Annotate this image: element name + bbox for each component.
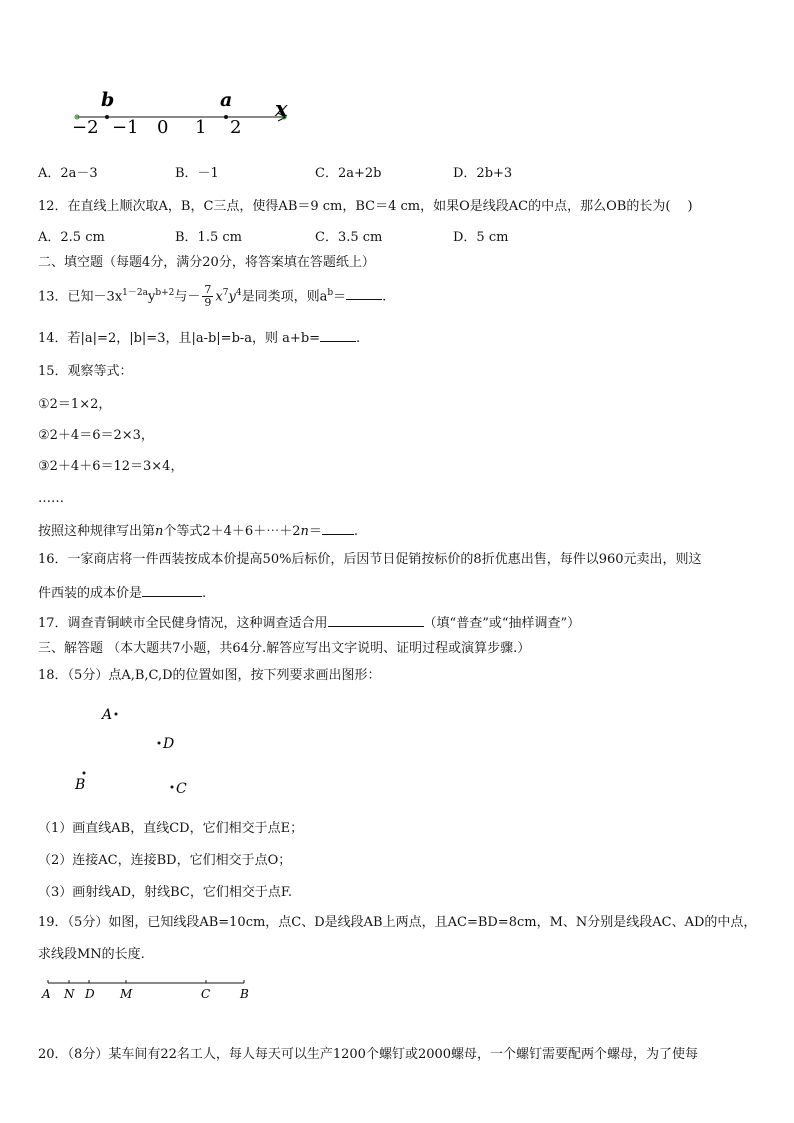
q13-frac-den: 9	[204, 296, 212, 310]
q13-x: x	[215, 289, 223, 305]
q13-answer-blank[interactable]	[346, 286, 382, 300]
q19-segment-figure	[40, 975, 260, 1003]
q13-fraction	[202, 284, 213, 309]
q17-answer-blank[interactable]	[328, 613, 424, 627]
tick-label: 2	[230, 117, 242, 136]
q13-tail2: ＝	[333, 289, 347, 305]
q11-option-d: D．2b+3	[453, 166, 513, 181]
q20-text: 20．（8分）某车间有22名工人，每人每天可以生产1200个螺钉或2000螺母，一个螺钉需要配两个螺母，为了使每	[38, 1047, 699, 1062]
q18-title: 18．（5分）点A,B,C,D的位置如图，按下列要求画出图形：	[38, 668, 381, 683]
q13-text: 13．已知$-3x^{1-2a}y^{b+2}$与－ $\frac{7}{9}$ $x^7y^4$是同类项，则$a^b=$ .	[38, 283, 387, 310]
q14-body: 14．若|a|=2，|b|=3，且|a-b|=b-a，则 a+b=	[38, 331, 321, 346]
q16-answer-blank[interactable]	[142, 583, 202, 597]
section3-heading: 三、解答题 （本大题共7小题，共64分.解答应写出文字说明、证明过程或演算步骤.）	[38, 641, 531, 656]
label-c: C	[201, 987, 211, 1001]
tick-label: −1	[112, 117, 139, 136]
q18-step1: （1）画直线AB，直线CD，它们相交于点E；	[38, 821, 304, 836]
point-a-label: A	[102, 707, 113, 723]
point-a-dot	[115, 713, 118, 716]
q16-end: .	[202, 586, 207, 601]
point-c-label: C	[176, 781, 187, 797]
q15-dots: ……	[38, 491, 64, 506]
q15-question	[38, 521, 358, 541]
label-n: N	[64, 987, 75, 1001]
point-b-label: B	[75, 777, 86, 793]
q12-option-d: D．5 cm	[453, 230, 509, 245]
tick-label: −2	[72, 117, 99, 136]
tick-label: 1	[195, 117, 207, 136]
q11-option-b: B．－1	[175, 166, 219, 181]
q13-exp1: 1－2a	[122, 288, 148, 298]
q17-tail: （填“普查”或“抽样调查”）	[423, 616, 581, 631]
q13-y-exp: 4	[235, 288, 242, 298]
label-m: M	[120, 987, 133, 1001]
q12-text: 12．在直线上顺次取A，B，C三点，使得AB＝9 cm，BC＝4 cm，如果O是线段AC的中点，那么OB的长为( )	[38, 199, 693, 214]
tick-label: 0	[157, 117, 169, 136]
section2-heading: 二、填空题（每题4分，满分20分，将答案填在答题纸上）	[38, 255, 375, 270]
q19-line2: 求线段MN的长度.	[38, 947, 145, 962]
q13-frac-num: 7	[204, 283, 212, 297]
q15-title: 15．观察等式：	[38, 364, 133, 379]
label-b: B	[240, 987, 249, 1001]
q13-mid: y	[147, 289, 156, 305]
q12-option-c: C．3.5 cm	[315, 230, 383, 245]
q12-option-a: A．2.5 cm	[38, 230, 105, 245]
q13-lead: 13．已知－3x	[38, 289, 123, 305]
label-a: a	[220, 89, 233, 111]
q13-with: 与－	[174, 289, 201, 305]
q15-eq1: ①2＝1×2，	[38, 397, 112, 412]
q16-line2	[38, 583, 206, 603]
q11-option-c: C．2a+2b	[315, 166, 382, 181]
number-line-figure	[68, 86, 298, 136]
q15-ask-a: 按照这种规律写出第	[38, 524, 156, 539]
point-d-label: D	[163, 736, 175, 752]
point-c-dot	[171, 786, 174, 789]
q12-option-b: B．1.5 cm	[175, 230, 242, 245]
q15-n2: n	[300, 524, 309, 539]
label-d: D	[85, 987, 95, 1001]
q15-ask-end: .	[353, 524, 359, 539]
q14-text	[38, 328, 360, 348]
q16-line2-text: 件西装的成本价是	[38, 586, 143, 601]
point-a-dot	[224, 115, 228, 119]
q13-tail-exp: b	[327, 288, 334, 298]
q13-y: y	[228, 289, 236, 305]
q13-tail: 是同类项，则a	[241, 289, 328, 305]
q11-option-a: A．2a－3	[38, 166, 98, 181]
q17-text	[38, 613, 580, 633]
q15-answer-blank[interactable]	[322, 521, 354, 535]
q15-eq2: ②2＋4＝6＝2×3，	[38, 428, 154, 443]
q15-ask-b: 个等式2＋4＋6＋⋯＋2	[163, 524, 301, 539]
q19-line1: 19．（5分）如图，已知线段AB=10cm，点C、D是线段AB上两点，且AC=BD=8cm，M、N分别是线段AC、AD的中点，	[38, 915, 757, 930]
q18-step2: （2）连接AC，连接BD，它们相交于点O；	[38, 853, 292, 868]
q18-points-figure	[70, 700, 210, 800]
q17-body: 17．调查青铜峡市全民健身情况，这种调查适合用	[38, 616, 328, 631]
q14-end: .	[356, 331, 361, 346]
label-a: A	[42, 987, 51, 1001]
q16-line1: 16．一家商店将一件西装按成本价提高50%后标价，后因节日促销按标价的8折优惠出售，每件以960元卖出，则这	[38, 552, 702, 567]
q18-step3: （3）画射线AD，射线BC，它们相交于点F.	[38, 885, 292, 900]
q15-ask-c: ＝	[308, 524, 322, 539]
point-b-dot	[105, 115, 109, 119]
q15-n: n	[155, 524, 164, 539]
q14-answer-blank[interactable]	[320, 328, 356, 342]
q15-eq3: ③2＋4＋6＝12＝3×4，	[38, 459, 184, 474]
q13-exp2: b+2	[155, 288, 175, 298]
q13-x-exp: 7	[222, 288, 229, 298]
point-d-dot	[158, 742, 161, 745]
point-b-dot	[83, 772, 86, 775]
label-x: x	[275, 96, 288, 121]
label-b: b	[101, 89, 115, 111]
